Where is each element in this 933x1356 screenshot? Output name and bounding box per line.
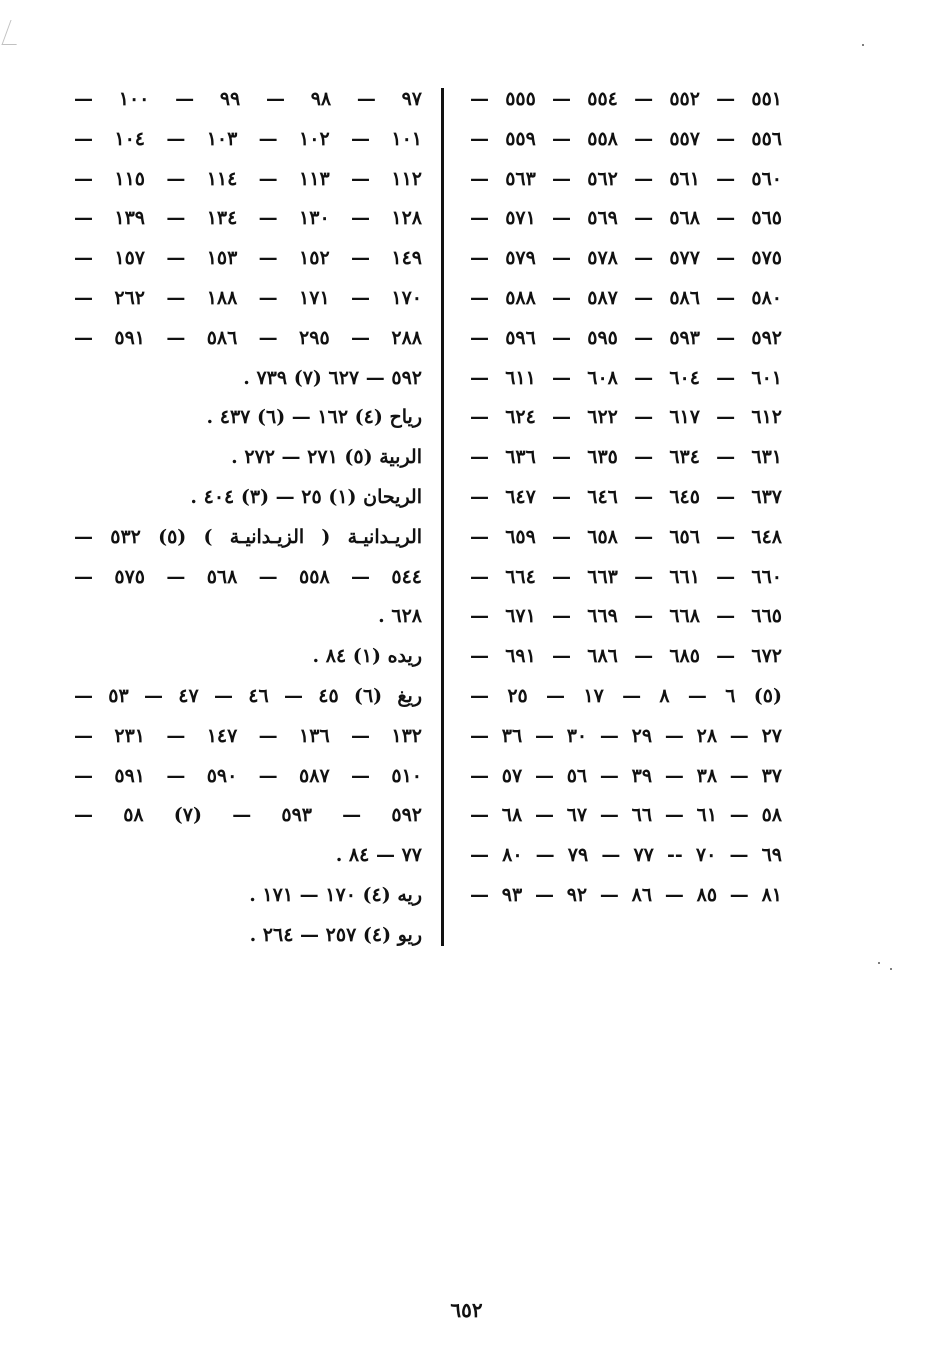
left-column-line: ريغ (٦) ٤٥ — ٤٦ — ٤٧ — ٥٣ —: [74, 684, 422, 707]
right-column-line: ٨١ — ٨٥ — ٨٦ — ٩٢ — ٩٣ —: [470, 883, 782, 906]
right-column-line: ٦٦٥ — ٦٦٨ — ٦٦٩ — ٦٧١ —: [470, 605, 782, 628]
left-column-line: ١٢٨ — ١٣٠ — ١٣٤ — ١٣٩ —: [74, 207, 422, 230]
left-column-line: ١٣٢ — ١٣٦ — ١٤٧ — ٢٣١ —: [74, 724, 422, 747]
right-column: [470, 80, 782, 916]
right-column-line: ٦٣١ — ٦٣٤ — ٦٣٥ — ٦٣٦ —: [470, 446, 782, 469]
right-column-line: ٥٧٥ — ٥٧٧ — ٥٧٨ — ٥٧٩ —: [470, 247, 782, 270]
right-column-line: ٦٣٧ — ٦٤٥ — ٦٤٦ — ٦٤٧ —: [470, 485, 782, 508]
right-column-line: ٥٨ — ٦١ — ٦٦ — ٦٧ — ٦٨ —: [470, 804, 782, 827]
right-column-line: ٦٩ — ٧٠ -- ٧٧ — ٧٩ — ٨٠ —: [470, 844, 782, 867]
left-column-line: ٥٩٢ — ٥٩٣ — (٧) ٥٨ —: [74, 804, 422, 827]
left-column-line: الريـدانيـة ( الزيـدانيـة ) (٥) ٥٣٢ —: [74, 525, 422, 548]
left-column-line: ٦٢٨ .: [378, 605, 422, 628]
right-column-line: ٥٩٢ — ٥٩٣ — ٥٩٥ — ٥٩٦ —: [470, 326, 782, 349]
corner-scan-mark: [1, 20, 25, 45]
right-column-line: ٥٥١ — ٥٥٢ — ٥٥٤ — ٥٥٥ —: [470, 88, 782, 110]
column-divider: [441, 88, 444, 946]
right-column-line: ٦٧٢ — ٦٨٥ — ٦٨٦ — ٦٩١ —: [470, 645, 782, 668]
right-column-line: ٦١٢ — ٦١٧ — ٦٢٢ — ٦٢٤ —: [470, 406, 782, 429]
scan-speck: [878, 962, 880, 964]
left-column-line: الربية (٥) ٢٧١ — ٢٧٢ .: [231, 446, 422, 469]
left-column-line: ٢٨٨ — ٢٩٥ — ٥٨٦ — ٥٩١ —: [74, 326, 422, 349]
left-column-line: ٧٧ — ٨٤ .: [335, 844, 422, 867]
right-column-line: ٦٤٨ — ٦٥٦ — ٦٥٨ — ٦٥٩ —: [470, 525, 782, 548]
left-column-line: ٥٩٢ — ٦٢٧ (٧) ٧٣٩ .: [243, 366, 422, 389]
right-column-line: ٥٦٠ — ٥٦١ — ٥٦٢ — ٥٦٣ —: [470, 167, 782, 190]
left-column-line: ١٧٠ — ١٧١ — ١٨٨ — ٢٦٢ —: [74, 286, 422, 309]
left-column-line: ٥١٠ — ٥٨٧ — ٥٩٠ — ٥٩١ —: [74, 764, 422, 787]
right-column-line: ٦٦٠ — ٦٦١ — ٦٦٣ — ٦٦٤ —: [470, 565, 782, 588]
right-column-line: ٥٦٥ — ٥٦٨ — ٥٦٩ — ٥٧١ —: [470, 207, 782, 230]
page-number: ٦٥٢: [450, 1298, 483, 1322]
right-column-line: ٥٨٠ — ٥٨٦ — ٥٨٧ — ٥٨٨ —: [470, 286, 782, 309]
left-column-line: ١١٢ — ١١٣ — ١١٤ — ١١٥ —: [74, 167, 422, 190]
right-column-line: ٣٧ — ٣٨ — ٣٩ — ٥٦ — ٥٧ —: [470, 764, 782, 787]
left-column-line: الريحان (١) ٢٥ — (٣) ٤٠٤ .: [190, 485, 422, 508]
right-column-line: (٥) ٦ — ٨ — ١٧ — ٢٥ —: [470, 684, 782, 707]
left-column-line: ٥٤٤ — ٥٥٨ — ٥٦٨ — ٥٧٥ —: [74, 565, 422, 588]
left-column-line: ٩٧ — ٩٨ — ٩٩ — ١٠٠ —: [74, 88, 422, 110]
left-column-line: ريو (٤) ٢٥٧ — ٢٦٤ .: [249, 923, 422, 946]
left-column-line: ١٠١ — ١٠٢ — ١٠٣ — ١٠٤ —: [74, 127, 422, 150]
left-column-line: رياح (٤) ١٦٢ — (٦) ٤٣٧ .: [206, 406, 422, 429]
scan-speck: [862, 44, 864, 46]
right-column-line: ٢٧ — ٢٨ — ٢٩ — ٣٠ — ٣٦ —: [470, 724, 782, 747]
left-column-line: ريه (٤) ١٧٠ — ١٧١ .: [249, 883, 422, 906]
left-column-line: ١٤٩ — ١٥٢ — ١٥٣ — ١٥٧ —: [74, 247, 422, 270]
left-column: [74, 80, 422, 956]
left-column-line: ريده (١) ٨٤ .: [312, 645, 422, 668]
scan-speck: [890, 968, 892, 970]
right-column-line: ٦٠١ — ٦٠٤ — ٦٠٨ — ٦١١ —: [470, 366, 782, 389]
right-column-line: ٥٥٦ — ٥٥٧ — ٥٥٨ — ٥٥٩ —: [470, 127, 782, 150]
